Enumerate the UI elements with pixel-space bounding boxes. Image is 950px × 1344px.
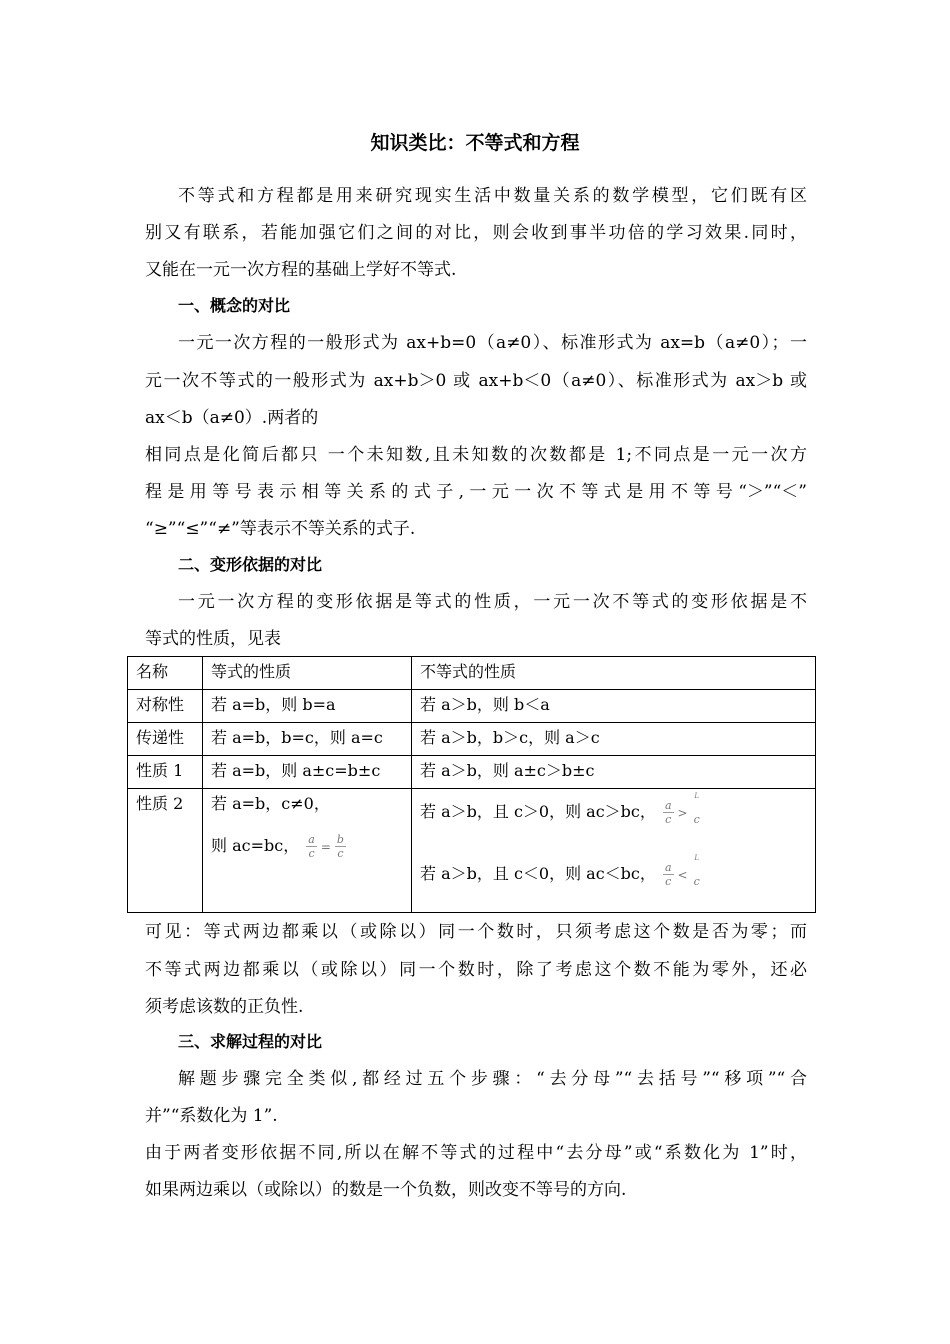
section1-line-2: 元一次不等式的一般形式为 ax+b＞0 或 ax+b＜0（a≠0）、标准形式为 ax＞b 或 — [145, 371, 807, 391]
prop2-ineq-line-2 — [420, 853, 807, 889]
section3-line-1: 解题步骤完全类似,都经过五个步骤：“去分母”“去括号”“移项”“合 — [178, 1069, 807, 1089]
table-cell: 若 a=b，则 a±c=b±c — [203, 756, 412, 789]
prop2-eq-line-1: 若 a=b，c≠0， — [211, 794, 330, 813]
section1-heading: 一、概念的对比 — [178, 296, 291, 315]
table-row — [128, 756, 816, 789]
fraction-placeholder: L c — [693, 853, 700, 888]
fraction-a-over-c: $\frac{a}{c}$ — [664, 799, 672, 826]
section3-line-3: 由于两者变形依据不同,所以在解不等式的过程中“去分母”或“系数化为 1”时， — [145, 1143, 807, 1163]
table-cell — [412, 789, 816, 913]
table-cell: 若 a=b，b=c，则 a=c — [203, 723, 412, 756]
prop2-ineq-line-1 — [420, 791, 807, 827]
section3-heading: 三、求解过程的对比 — [178, 1032, 323, 1051]
table-header-cell: 等式的性质 — [203, 657, 412, 690]
prop2-ineq-text-2: 若 a＞b，且 c＜0，则 ac＜bc， — [420, 864, 656, 883]
section2-line-2: 等式的性质，见表 — [145, 629, 281, 649]
prop2-eq-line-2 — [211, 831, 403, 861]
table-cell: 性质 2 — [128, 789, 203, 913]
section1-line-1: 一元一次方程的一般形式为 ax+b=0（a≠0）、标准形式为 ax=b（a≠0）；一 — [178, 333, 807, 353]
less-than-sign: < — [677, 867, 688, 882]
table-row — [128, 723, 816, 756]
prop2-eq-text: 则 ac=bc， — [211, 836, 300, 855]
section1-line-5: 程是用等号表示相等关系的式子,一元一次不等式是用不等号“＞”“＜” — [145, 482, 807, 502]
table-row-property2 — [128, 789, 816, 913]
fraction-a-over-c: $\frac{a}{c}$ — [664, 861, 672, 888]
intro-line-1: 不等式和方程都是用来研究现实生活中数量关系的数学模型，它们既有区 — [178, 186, 807, 206]
fraction-b-over-c: $\frac{b}{c}$ — [336, 833, 344, 860]
table-cell: 性质 1 — [128, 756, 203, 789]
table-row — [128, 690, 816, 723]
section1-line-6: “≥”“≤”“≠”等表示不等关系的式子. — [145, 519, 416, 539]
table-header-row — [128, 657, 816, 690]
section2-heading: 二、变形依据的对比 — [178, 555, 323, 574]
document-title: 知识类比：不等式和方程 — [370, 132, 580, 154]
section3-line-2: 并”“系数化为 1”. — [145, 1106, 278, 1126]
table-cell: 若 a=b，则 b=a — [203, 690, 412, 723]
section1-line-4: 相同点是化简后都只 一个未知数,且未知数的次数都是 1;不同点是一元一次方 — [145, 445, 807, 465]
table-header-cell: 不等式的性质 — [412, 657, 816, 690]
greater-than-sign: > — [677, 805, 688, 820]
table-cell: 传递性 — [128, 723, 203, 756]
table-cell: 若 a＞b，b＞c，则 a＞c — [412, 723, 816, 756]
properties-table — [127, 656, 816, 913]
table-cell: 若 a＞b，则 a±c＞b±c — [412, 756, 816, 789]
table-cell: 若 a＞b，则 b＜a — [412, 690, 816, 723]
fraction-a-over-c: $\frac{a}{c}$ — [308, 833, 315, 860]
table-header-cell: 名称 — [128, 657, 203, 690]
conclusion-line-3: 须考虑该数的正负性. — [145, 997, 304, 1017]
prop2-ineq-text-1: 若 a＞b，且 c＞0，则 ac＞bc， — [420, 802, 656, 821]
table-cell: 对称性 — [128, 690, 203, 723]
intro-line-2: 别又有联系，若能加强它们之间的对比，则会收到事半功倍的学习效果.同时， — [145, 223, 807, 243]
table-cell — [203, 789, 412, 913]
fraction-placeholder: L c — [693, 791, 700, 826]
intro-line-3: 又能在一元一次方程的基础上学好不等式. — [145, 260, 457, 280]
section3-line-4: 如果两边乘以（或除以）的数是一个负数，则改变不等号的方向. — [145, 1180, 627, 1200]
conclusion-line-2: 不等式两边都乘以（或除以）同一个数时，除了考虑这个数不能为零外，还必 — [145, 960, 807, 980]
section1-line-3: ax＜b（a≠0）.两者的 — [145, 408, 319, 428]
section2-line-1: 一元一次方程的变形依据是等式的性质，一元一次不等式的变形依据是不 — [178, 592, 807, 612]
equals-sign: = — [320, 839, 331, 854]
conclusion-line-1: 可见：等式两边都乘以（或除以）同一个数时，只须考虑这个数是否为零；而 — [145, 922, 807, 942]
